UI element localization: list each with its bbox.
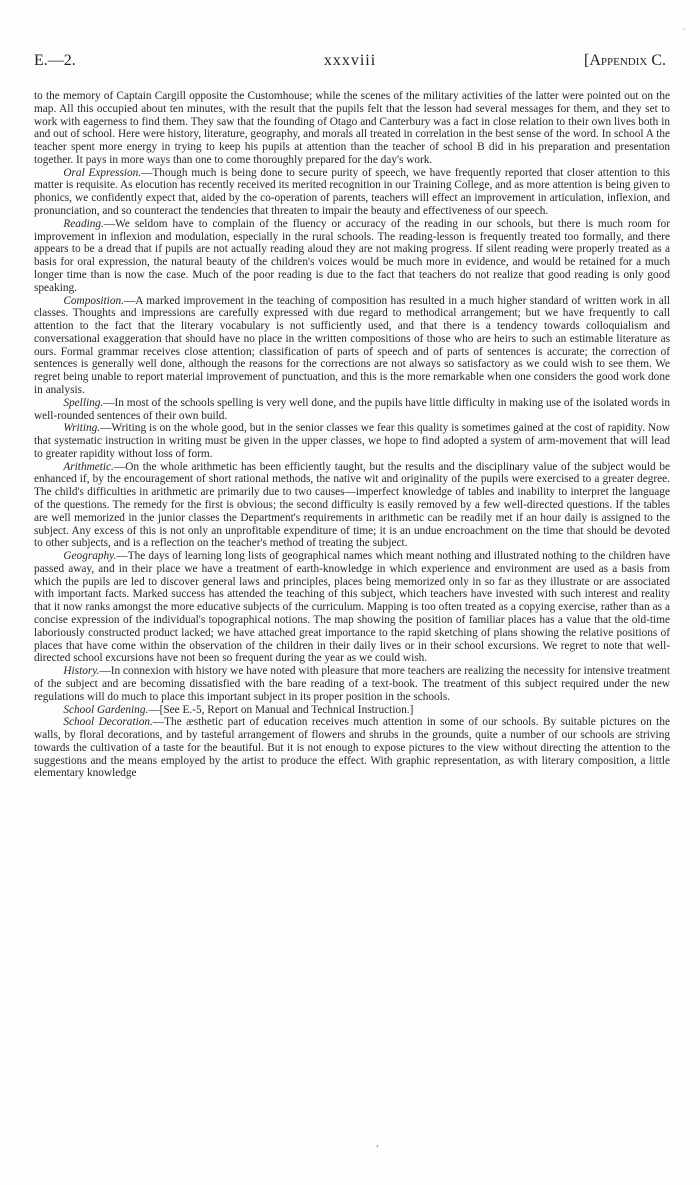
paragraph-school-decoration [34,716,670,780]
paragraph-heading: Oral Expression. [63,166,142,179]
header-page-number: xxxviii [323,52,377,69]
paragraph-text: —Though much is being done to secure purity of speech, we have frequently reported that closer attention to this matter is requisite. As elocution has recently received its merited recognition in our Training College, and as more attention is being given to phonics, we confidently expect that, aided by the co-operation of parents, teachers will effect an improvement in articulation, inflexion, and pronunciation, and so counteract the tendencies that threaten to impair the beauty and effectiveness of our speech. [34,166,670,218]
paragraph-composition [34,295,670,397]
paragraph-school-gardening [34,704,670,717]
body-text [34,90,670,780]
paragraph-text: —In most of the schools spelling is very well done, and the pupils have little difficulty in making use of the isolated words in well-rounded sentences of their own build. [34,396,670,422]
header-document-code: E.—2. [34,52,76,69]
paragraph-text: —In connexion with history we have noted with pleasure that more teachers are realizing the necessity for intensive treatment of the subject and are becoming dissatisfied with the bare reading of a text-book. The treatment of this subject required under the new regulations will do much to place this important subject in its proper position in the schools. [34,665,670,703]
paragraph-heading: School Gardening. [63,703,149,716]
paragraph-oral-expression [34,167,670,218]
paragraph-text: —The days of learning long lists of geographical names which meant nothing and illustrated nothing to the children have passed away, and in their place we have a treatment of earth-knowledge in which experience and environment are used as a basis from which the pupils are led to discover general laws and principles, places being memorized only in so far as they illustrate or are associated with important facts. Marked success has attended the teaching of this subject, which teachers have invested with such interest and reality that it now ranks amongst the more educative subjects of the curriculum. Mapping is too often treated as a copying exercise, rather than as a concise expression of the individual's topographical notions. The map showing the position of familiar places has a value that the old-time laboriously constructed product lacked; we have attached great importance to the rapid sketching of plans showing the relative positions of places that have come within the observation of the children in their daily lives or in their school excursions. We regret to note that well-directed school excursions have not been so frequent during the year as we could wish. [34,550,670,665]
header-appendix: [Appendix C. [583,52,666,69]
paragraph-spelling [34,397,670,423]
paragraph-text: —[See E.-5, Report on Manual and Technical Instruction.] [148,703,414,716]
paragraph-heading: History. [63,665,100,678]
running-header [34,52,666,76]
corner-tick-icon: ´ [682,28,686,37]
paragraph-text: —The æsthetic part of education receives much attention in some of our schools. By suitable pictures on the walls, by floral decorations, and by tasteful arrangement of flowers and shrubs in the grounds, quite a number of our schools are striving towards the cultivation of a taste for the beautiful. But it is not enough to expose pictures to the view without directing the attention to the suggestions and the means employed by the artist to produce the effect. With graphic representation, as with literary composition, a little elementary knowledge [34,716,670,780]
paragraph-heading: School Decoration. [63,716,153,729]
paragraph-intro [34,90,670,167]
paragraph-reading [34,218,670,295]
paragraph-text: —We seldom have to complain of the fluency or accuracy of the reading in our schools, but there is much room for improvement in inflexion and modulation, especially in the rural schools. The reading-lesson is frequently treated too formally, and there appears to be a dread that if pupils are not actually reading aloud they are not making progress. If silent reading were properly treated as a basis for oral expression, the natural beauty of the children's voices would be much more in evidence, and would be retained for a much longer time than is now the case. Much of the poor reading is due to the fact that teachers do not realize that good reading is only good speaking. [34,217,670,294]
paragraph-writing [34,422,670,460]
paragraph-heading: Reading. [63,217,104,230]
paragraph-arithmetic [34,461,670,550]
paragraph-text: to the memory of Captain Cargill opposite the Customhouse; while the scenes of the military activities of the latter were pointed out on the map. All this occupied about ten minutes, with the result that the pupils felt that the lesson had several messages for them, and they set to work with eagerness to find them. They saw that the founding of Otago and Canterbury was a fact in close relation to their own lives both in and out of school. Here were history, literature, geography, and morals all treated in correlation in the best sense of the word. In school A the teacher spent more energy in trying to keep his pupils at attention than the teacher of school B did in his preparation and presentation together. It pays in more ways than one to come thoroughly prepared for the day's work. [34,90,670,166]
paragraph-geography [34,550,670,665]
paragraph-text: —Writing is on the whole good, but in the senior classes we fear this quality is sometimes gained at the cost of rapidity. Now that systematic instruction in writing must be given in the upper classes, we hope to find adopted a system of arm-movement that will lead to greater rapidity without loss of form. [34,422,670,460]
paragraph-heading: Composition. [63,294,124,307]
scan-speck-icon: , [376,1138,379,1149]
paragraph-text: —On the whole arithmetic has been efficiently taught, but the results and the disciplinary value of the subject would be enhanced if, by the encouragement of short rational methods, the native wit and originality of the pupils were exercised to a greater degree. The child's difficulties in arithmetic are primarily due to two causes—imperfect knowledge of tables and inability to interpret the language of the questions. The remedy for the first is obvious; the second difficulty is easily removed by a few well-directed questions. If the tables are well memorized in the junior classes the Department's requirements in arithmetic can be readily met if an hour daily is assigned to the subject. Any excess of this is not only an unprofitable expenditure of time; it is an undue encroachment on the time that should be devoted to other subjects, and is a reflection on the teacher's method of treating the subject. [34,460,670,550]
paragraph-heading: Spelling. [63,396,104,409]
paragraph-heading: Geography. [63,550,117,563]
paragraph-text: —A marked improvement in the teaching of composition has resulted in a much higher standard of written work in all classes. Thoughts and impressions are carefully expressed with due regard to methodical arrangement; but we have frequently to call attention to the fact that the literary vocabulary is not sufficiently used, and that there is a tendency towards colloquialism and conversational exaggeration that should have no place in the written compositions of those who are heirs to such an estimable literature as ours. Formal grammar receives close attention; classification of parts of speech and of parts of sentences is accurate; the correction of sentences is generally well done, although the reasons for the corrections are not always so satisfactory as we could wish to see them. We regret being unable to report material improvement of punctuation, and this is the more remarkable when one considers the good work done in analysis. [34,294,670,396]
paragraph-history [34,665,670,703]
paragraph-heading: Writing. [63,422,101,435]
paragraph-heading: Arithmetic. [63,460,114,473]
